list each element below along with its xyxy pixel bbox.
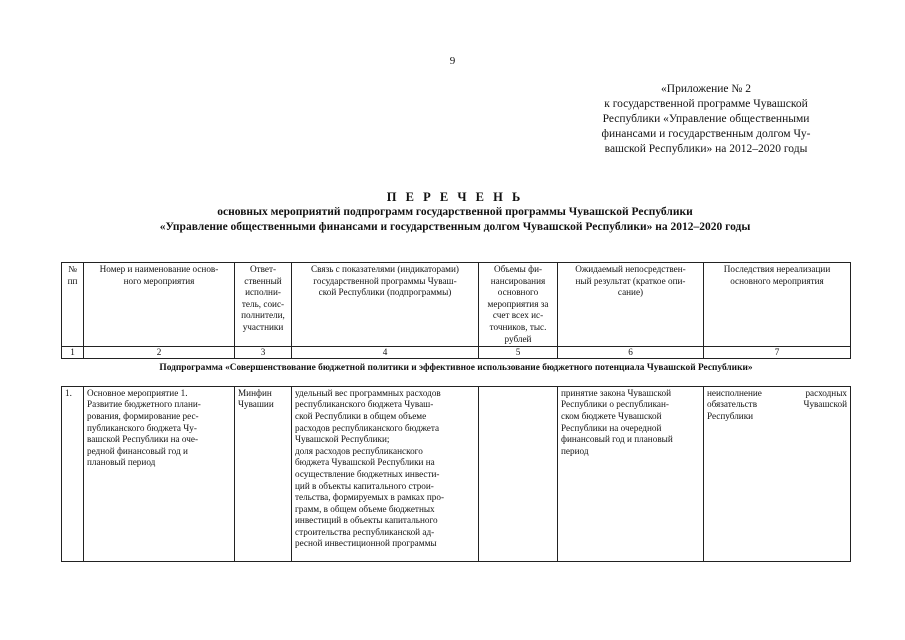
expected-result: принятие закона Чувашской Республики о республикан- ском бюджете Чувашской Республики на очередной финансовый год и плановый период [558,386,704,561]
column-number: 5 [479,347,558,359]
non-implementation-consequences: неисполнение расходных обязательств Чувашской Республики [704,386,851,561]
page-number: 9 [449,55,456,67]
indicators-link: удельный вес программных расходов республиканского бюджета Чуваш- ской Республики в общем объеме расходов республиканского бюджета Чувашской Республики; доля расходов республиканского бюджета Чувашской Республики на осуществление бюджетных инвести- ций в объекты капитального строи- тельства, формируемых в рамках про- грамм, в общем объеме бюджетных инвестиций в объекты капитального строительства республиканской ад- ресной инвестиционной программы [292,386,479,561]
appendix-line: «Приложение № 2 [661,83,751,95]
column-number: 4 [292,347,479,359]
document-subtitle-line1: основных мероприятий подпрограмм государственной программы Чувашской Республики [217,206,693,218]
appendix-line: вашской Республики» на 2012–2020 годы [604,143,808,155]
document-heading [60,190,850,235]
header-cell-funding: Объемы фи- нансирования основного мероприятия за счет всех ис- точников, тыс. рублей [479,263,558,347]
column-number: 7 [704,347,851,359]
header-cell-consequences: Последствия нереализации основного мероприятия [704,263,851,347]
header-cell-indicators: Связь с показателями (индикаторами) государственной программы Чуваш- ской Республики (подпрограммы) [292,263,479,347]
appendix-note [575,82,837,157]
column-number: 3 [235,347,292,359]
appendix-line: к государственной программе Чувашской [604,98,808,110]
responsible-executor: Минфин Чувашии [235,386,292,561]
column-number: 2 [84,347,235,359]
column-numbers-row [62,347,851,359]
header-cell-number: № пп [62,263,84,347]
measures-table [61,262,851,562]
document-title: П Е Р Е Ч Е Н Ь [386,190,524,204]
appendix-line: Республики «Управление общественными [602,113,810,125]
subprogram-title: Подпрограмма «Совершенствование бюджетной политики и эффективное использование бюджетного потенциала Чувашской Республики» [159,363,753,374]
table-row [62,386,851,561]
table-header-row [62,263,851,347]
header-cell-responsible: Ответ- ственный исполни- тель, соис- полнители, участники [235,263,292,347]
row-number: 1. [62,386,84,561]
document-subtitle-line2: «Управление общественными финансами и государственным долгом Чувашской Республики» на 2012–2020 годы [159,221,751,233]
column-number: 6 [558,347,704,359]
header-cell-name: Номер и наименование основ- ного мероприятия [84,263,235,347]
measure-name: Основное мероприятие 1. Развитие бюджетного плани- рования, формирование рес- публиканского бюджета Чу- вашской Республики на оче- редной финансовый год и плановый период [84,386,235,561]
header-cell-result: Ожидаемый непосредствен- ный результат (краткое опи- сание) [558,263,704,347]
column-number: 1 [62,347,84,359]
funding-volume [479,386,558,561]
subprogram-row [62,359,851,387]
appendix-line: финансами и государственным долгом Чу- [601,128,811,140]
